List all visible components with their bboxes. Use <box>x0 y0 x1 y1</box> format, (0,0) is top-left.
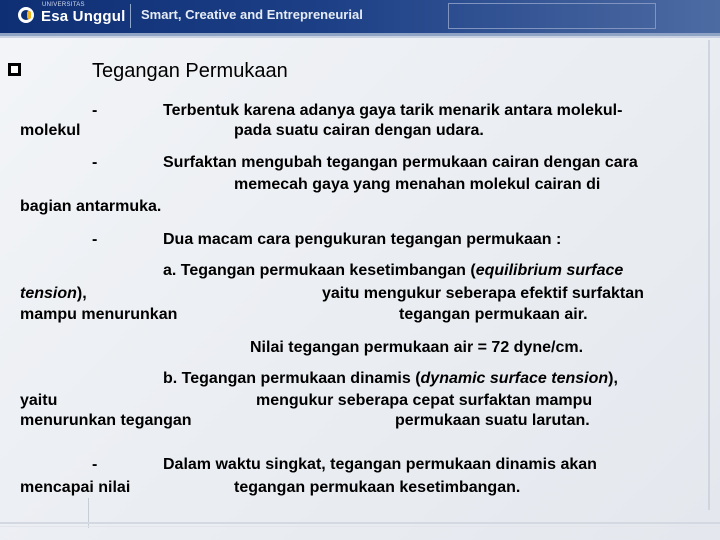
header-divider <box>130 4 131 28</box>
subitem-b-text: yaitu <box>20 392 58 409</box>
subitem-a-text: tegangan permukaan air. <box>399 306 588 323</box>
item-text: bagian antarmuka. <box>20 198 162 215</box>
subitem-a: a. Tegangan permukaan kesetimbangan (equilibrium surface <box>163 262 624 279</box>
subitem-b-text: menurunkan tegangan <box>20 412 192 429</box>
subitem-b-text: mengukur seberapa cepat surfaktan mampu <box>256 392 593 409</box>
item-dash: - <box>92 231 98 248</box>
logo-caption: UNIVERSITAS <box>42 2 85 8</box>
item-dash: - <box>92 154 98 171</box>
decorative-rule <box>708 40 710 510</box>
item-dash: - <box>92 456 98 473</box>
footer-line <box>0 522 720 524</box>
item-text: Dua macam cara pengukuran tegangan permukaan : <box>163 231 562 248</box>
esa-unggul-logo-icon <box>18 7 34 23</box>
subitem-a-text: tension), <box>20 285 87 302</box>
item-dash: - <box>92 102 98 119</box>
item-text: tegangan permukaan kesetimbangan. <box>234 479 521 496</box>
item-text: molekul <box>20 122 81 139</box>
subitem-b: b. Tegangan permukaan dinamis (dynamic surface tension), <box>163 370 618 387</box>
logo-text: Esa Unggul <box>41 8 126 25</box>
header-strip-light <box>0 36 720 38</box>
subitem-a-text: mampu menurunkan <box>20 306 178 323</box>
header-bar <box>0 0 720 33</box>
subitem-b-text: permukaan suatu larutan. <box>395 412 590 429</box>
item-text: Surfaktan mengubah tegangan permukaan cairan dengan cara <box>163 154 638 171</box>
item-text: mencapai nilai <box>20 479 131 496</box>
slide-title: Tegangan Permukaan <box>92 60 288 82</box>
item-text: pada suatu cairan dengan udara. <box>234 122 484 139</box>
header-decorative-box <box>448 3 656 29</box>
footer-line <box>0 526 720 527</box>
item-text: memecah gaya yang menahan molekul cairan di <box>234 176 601 193</box>
item-text: Terbentuk karena adanya gaya tarik menarik antara molekul- <box>163 102 623 119</box>
header-tagline: Smart, Creative and Entrepreneurial <box>141 7 363 22</box>
bullet-square-icon <box>8 63 21 76</box>
subitem-a-text: yaitu mengukur seberapa efektif surfaktan <box>322 285 644 302</box>
water-tension-value: Nilai tegangan permukaan air = 72 dyne/cm. <box>250 339 584 356</box>
item-text: Dalam waktu singkat, tegangan permukaan dinamis akan <box>163 456 597 473</box>
